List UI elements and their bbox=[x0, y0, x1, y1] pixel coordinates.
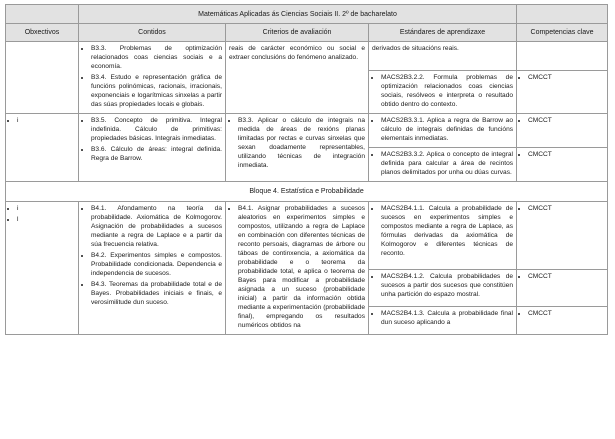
competencia-text: • CMCCT bbox=[528, 309, 604, 318]
contido-item: • B3.5. Concepto de primitiva. Integral indefinida. Cálculo de primitivas: propiedades básicas. Integrais inmediatas. bbox=[91, 116, 222, 143]
curriculum-table bbox=[5, 4, 608, 335]
contido-item: • B4.3. Teoremas da probabilidade total e de Bayes. Probabilidades iniciais e finais, e verosimilitude dun suceso. bbox=[91, 280, 222, 307]
competencia-cell bbox=[517, 307, 608, 335]
estandar-text: • MACS2B3.3.2. Aplica o concepto de integral definida para calcular a área de recintos planos delimitados por unha ou dúas curvas. bbox=[381, 150, 513, 177]
criterio-text: • B3.3. Aplicar o cálculo de integrais na medida de áreas de rexións planas limitadas por rectas e curvas sinxelas que sexan doadamente representables, utilizando técnicas de integración inmediata. bbox=[238, 116, 365, 170]
estandar-cell bbox=[369, 307, 517, 335]
competencia-cell bbox=[517, 202, 608, 270]
table-row bbox=[6, 114, 608, 148]
table-row bbox=[6, 202, 608, 270]
contido-item: • B3.6. Cálculo de áreas: integral definida. Regra de Barrow. bbox=[91, 145, 222, 163]
obxectivo-item: • i bbox=[17, 116, 75, 125]
header-competencias: Competencias clave bbox=[517, 24, 608, 42]
header-obxectivos: Obxectivos bbox=[6, 24, 79, 42]
header-estandares: Estándares de aprendizaxe bbox=[369, 24, 517, 42]
competencia-text: • CMCCT bbox=[528, 150, 604, 159]
estandar-text: • MACS2B3.2.2. Formula problemas de optimización relacionados coas ciencias sociais, resólveos e interpreta o resultado obtido dentro do contexto. bbox=[381, 73, 513, 109]
estandar-text: derivados de situacións reais. bbox=[372, 45, 459, 52]
curriculum-table-container bbox=[5, 4, 607, 335]
header-criterios: Criterios de avaliación bbox=[226, 24, 369, 42]
competencia-text: • CMCCT bbox=[528, 204, 604, 213]
estandar-text: • MACS2B3.3.1. Aplica a regra de Barrow ao cálculo de integrais definidas de funcións elementais inmediatas. bbox=[381, 116, 513, 143]
criterio-cell bbox=[226, 42, 369, 114]
obxectivo-item: • l bbox=[17, 215, 75, 224]
block-row bbox=[6, 182, 608, 202]
header-row bbox=[6, 24, 608, 42]
contido-item: • B4.1. Afondamento na teoría da probabilidade. Axiomática de Kolmogorov. Asignación de probabilidades a sucesos mediante a regra de Laplace e a partir da súa frecuencia relativa. bbox=[91, 204, 222, 249]
competencia-cell bbox=[517, 114, 608, 148]
competencia-cell bbox=[517, 148, 608, 182]
competencia-text: • CMCCT bbox=[528, 73, 604, 82]
estandar-text: • MACS2B4.1.1. Calcula a probabilidade de sucesos en experimentos simples e compostos mediante a regra de Laplace, as fórmulas derivadas da axiomática de Kolmogorov e diferentes técnicas de reconto. bbox=[381, 204, 513, 258]
title-spacer bbox=[6, 5, 79, 24]
title-spacer-right bbox=[517, 5, 608, 24]
criterio-cell bbox=[226, 114, 369, 182]
competencia-cell bbox=[517, 269, 608, 307]
estandar-text: • MACS2B4.1.2. Calcula probabilidades de sucesos a partir dos sucesos que constitúen unha partición do espazo mostral. bbox=[381, 272, 513, 299]
criterio-text: reais de carácter económico ou social e extraer conclusións do fenómeno analizado. bbox=[229, 45, 365, 61]
estandar-cell bbox=[369, 42, 517, 71]
table-row bbox=[6, 42, 608, 71]
estandar-cell bbox=[369, 202, 517, 270]
title-row bbox=[6, 5, 608, 24]
obxectivos-cell bbox=[6, 202, 79, 335]
competencia-cell bbox=[517, 42, 608, 71]
obxectivos-cell bbox=[6, 114, 79, 182]
estandar-cell bbox=[369, 269, 517, 307]
estandar-cell bbox=[369, 71, 517, 114]
competencia-text: • CMCCT bbox=[528, 116, 604, 125]
obxectivos-cell bbox=[6, 42, 79, 114]
estandar-text: • MACS2B4.1.3. Calcula a probabilidade final dun suceso aplicando a bbox=[381, 309, 513, 327]
contidos-cell bbox=[79, 42, 226, 114]
estandar-cell bbox=[369, 148, 517, 182]
table-title: Matemáticas Aplicadas ás Ciencias Sociais II. 2º de bacharelato bbox=[79, 5, 517, 24]
block-title: Bloque 4. Estatística e Probabilidade bbox=[6, 182, 608, 202]
estandar-cell bbox=[369, 114, 517, 148]
contidos-cell bbox=[79, 202, 226, 335]
competencia-cell bbox=[517, 71, 608, 114]
criterio-text: • B4.1. Asignar probabilidades a sucesos aleatorios en experimentos simples e compostos, utilizando a regra de Laplace en combinación con diferentes técnicas de reconto persoais, diagramas de árbore ou táboas de continxencia, a axiomática da probabilidade e o teorema da probabilidade total, e aplica o teorema de Bayes para modificar a probabilidade asignada a un suceso (probabilidade inicial) a partir da información obtida mediante a experimentación (probabilidade final), empregando os resultados numéricos obtidos na bbox=[238, 204, 365, 330]
contido-item: • B3.3. Problemas de optimización relacionados coas ciencias sociais e a economía. bbox=[91, 44, 222, 71]
contido-item: • B4.2. Experimentos simples e compostos. Probabilidade condicionada. Dependencia e independencia de sucesos. bbox=[91, 251, 222, 278]
competencia-text: • CMCCT bbox=[528, 272, 604, 281]
contidos-cell bbox=[79, 114, 226, 182]
header-contidos: Contidos bbox=[79, 24, 226, 42]
obxectivo-item: • i bbox=[17, 204, 75, 213]
contido-item: • B3.4. Estudo e representación gráfica de funcións polinómicas, racionais, irracionais, exponenciais e logarítmicas sinxelas a partir das súas propiedades locais e globais. bbox=[91, 73, 222, 109]
criterio-cell bbox=[226, 202, 369, 335]
